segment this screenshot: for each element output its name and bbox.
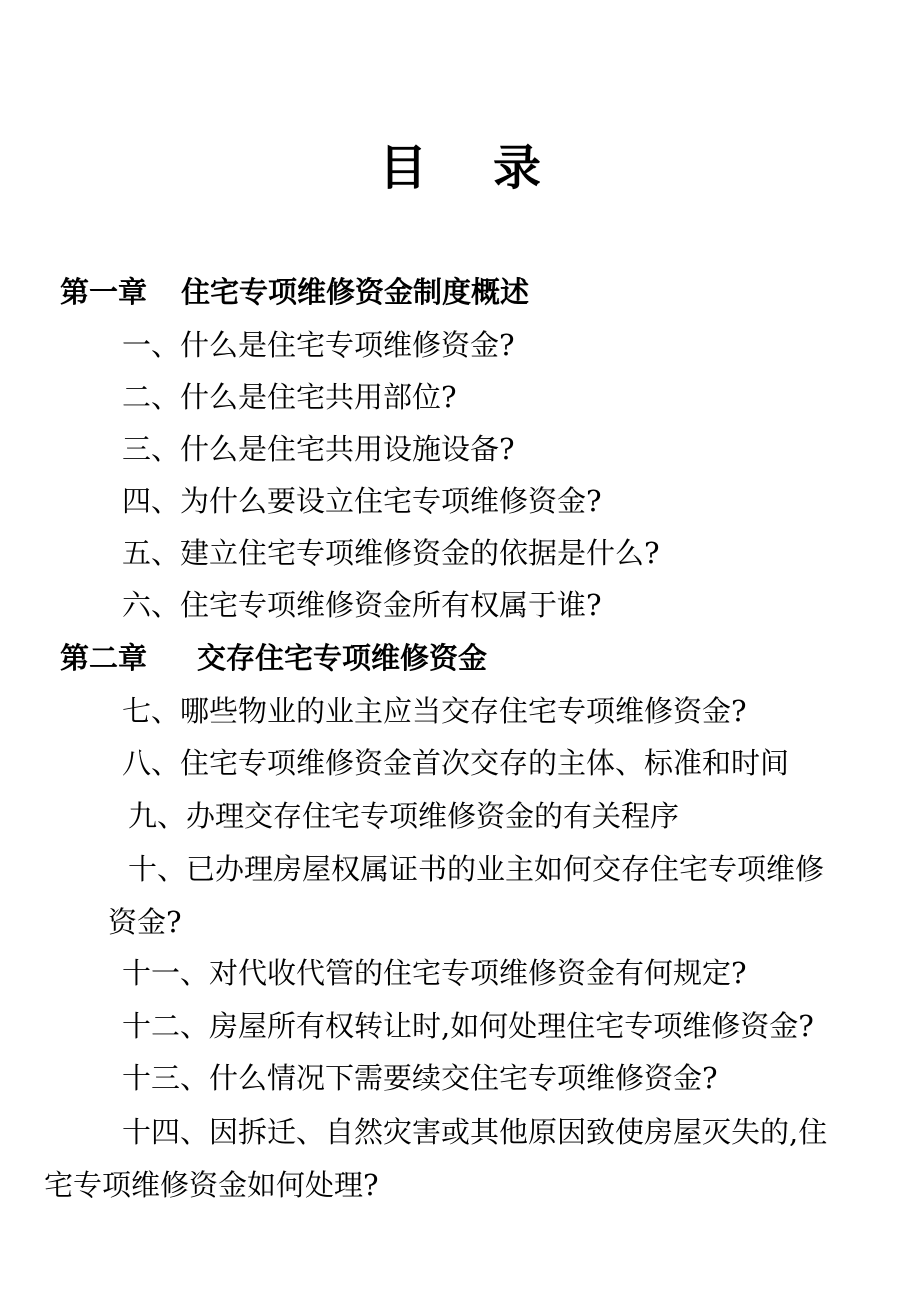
title-char-2: 录	[493, 140, 542, 196]
chapter-heading-1[interactable]	[60, 272, 529, 312]
toc-item[interactable]: 十一、对代收代管的住宅专项维修资金有何规定?	[122, 956, 747, 990]
chapter-label: 第二章	[60, 641, 148, 675]
toc-item[interactable]: 二、什么是住宅共用部位?	[122, 380, 457, 414]
toc-item[interactable]: 三、什么是住宅共用设施设备?	[122, 432, 515, 466]
toc-item[interactable]: 四、为什么要设立住宅专项维修资金?	[122, 484, 602, 518]
toc-item[interactable]: 五、建立住宅专项维修资金的依据是什么?	[122, 536, 660, 570]
toc-item-continuation[interactable]: 资金?	[108, 905, 182, 939]
toc-item[interactable]: 十、已办理房屋权属证书的业主如何交存住宅专项维修	[128, 852, 825, 886]
title-char-1: 目	[378, 140, 427, 196]
toc-item[interactable]: 十三、什么情况下需要续交住宅专项维修资金?	[122, 1061, 718, 1095]
toc-item-continuation[interactable]: 宅专项维修资金如何处理?	[44, 1168, 379, 1202]
toc-item[interactable]: 十二、房屋所有权转让时,如何处理住宅专项维修资金?	[122, 1009, 814, 1043]
toc-item[interactable]: 六、住宅专项维修资金所有权属于谁?	[122, 588, 602, 622]
toc-item[interactable]: 九、办理交存住宅专项维修资金的有关程序	[128, 799, 680, 833]
toc-item[interactable]: 一、什么是住宅专项维修资金?	[122, 328, 515, 362]
chapter-label: 第一章	[60, 275, 148, 309]
chapter-title: 交存住宅专项维修资金	[197, 641, 488, 675]
chapter-title: 住宅专项维修资金制度概述	[181, 275, 530, 309]
toc-item[interactable]: 八、住宅专项维修资金首次交存的主体、标准和时间	[122, 746, 790, 780]
toc-item[interactable]: 十四、因拆迁、自然灾害或其他原因致使房屋灭失的,住	[122, 1115, 828, 1149]
page-title	[0, 138, 920, 198]
chapter-heading-2[interactable]	[60, 638, 487, 678]
toc-item[interactable]: 七、哪些物业的业主应当交存住宅专项维修资金?	[122, 694, 747, 728]
